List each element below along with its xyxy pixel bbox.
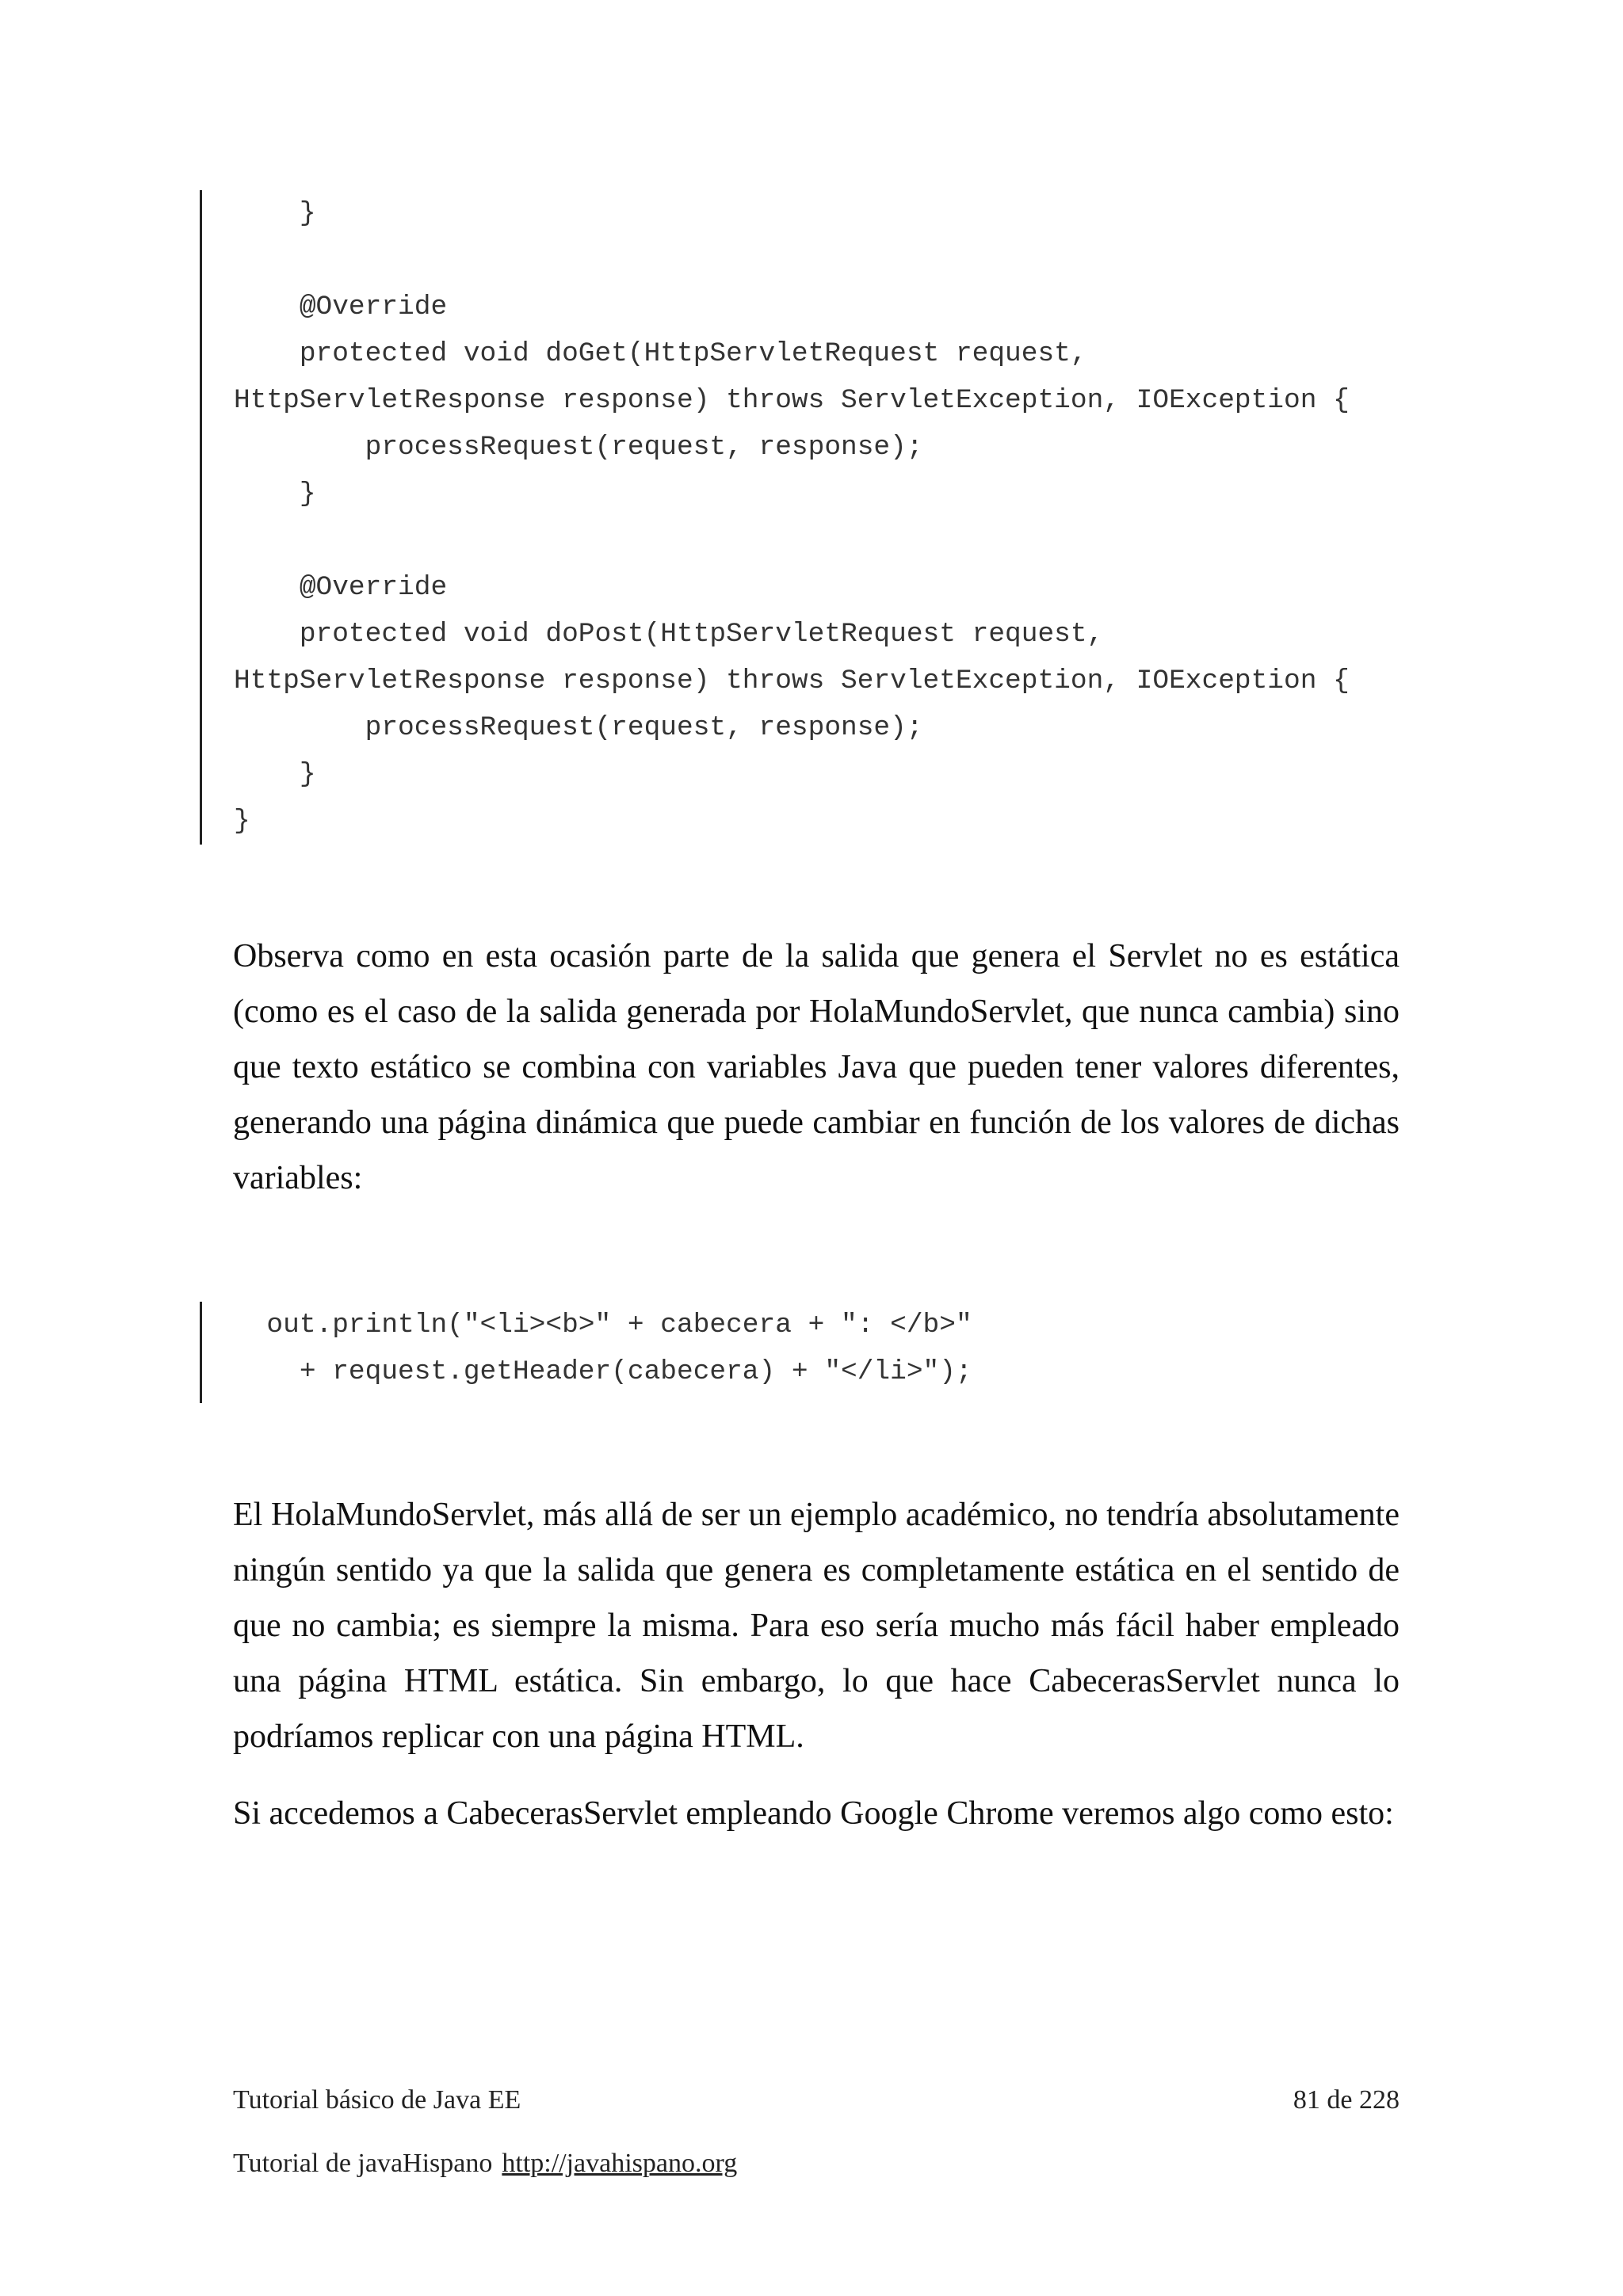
code-line: } [234,759,316,790]
code-line: } [234,198,316,229]
footer-subtitle-text: Tutorial de javaHispano [233,2149,493,2178]
code-line: @Override [234,292,448,322]
paragraph-holamundo-comparison: El HolaMundoServlet, más allá de ser un ejemplo académico, no tendría absolutamente ningún sentido ya que la salida que genera es completamente estática en el sentido de que no cambia; es siempre la misma. Para eso sería mucho más fácil haber empleado una página HTML estática. Sin embargo, lo que hace CabecerasServlet nunca lo podríamos replicar con una página HTML. [233,1497,1400,1755]
paragraph-dynamic-output: Observa como en esta ocasión parte de la salida que genera el Servlet no es estática (como es el caso de la salida generada por HolaMundoServlet, que nunca cambia) sino que texto estático se combina con variables Java que pueden tener valores diferentes, generando una página dinámica que puede cambiar en función de los valores de dichas variables: [233,938,1400,1196]
code-line: processRequest(request, response); [234,712,923,743]
footer-page-number: 81 de 228 [1293,2085,1400,2115]
code-line: protected void doPost(HttpServletRequest request, [234,619,1104,650]
code-line: } [234,479,316,509]
code-line: HttpServletResponse response) throws ServletException, IOException { [234,385,1350,416]
code-line: HttpServletResponse response) throws ServletException, IOException { [234,666,1350,696]
code-line: out.println("<li><b>" + cabecera + ": </b>" [234,1310,972,1341]
code-line: @Override [234,572,448,603]
footer-title: Tutorial básico de Java EE [233,2085,521,2115]
code-block-servlet-methods [200,190,1350,845]
code-line: protected void doGet(HttpServletRequest request, [234,338,1087,369]
code-block-println [200,1302,972,1403]
paragraph-chrome-intro: Si accedemos a CabecerasServlet empleando Google Chrome veremos algo como esto: [233,1795,1394,1832]
footer-subtitle [233,2149,737,2179]
code-line: + request.getHeader(cabecera) + "</li>"); [234,1356,972,1387]
code-line: } [234,806,250,837]
footer-link[interactable]: http://javahispano.org [502,2149,738,2178]
code-line: processRequest(request, response); [234,432,923,463]
